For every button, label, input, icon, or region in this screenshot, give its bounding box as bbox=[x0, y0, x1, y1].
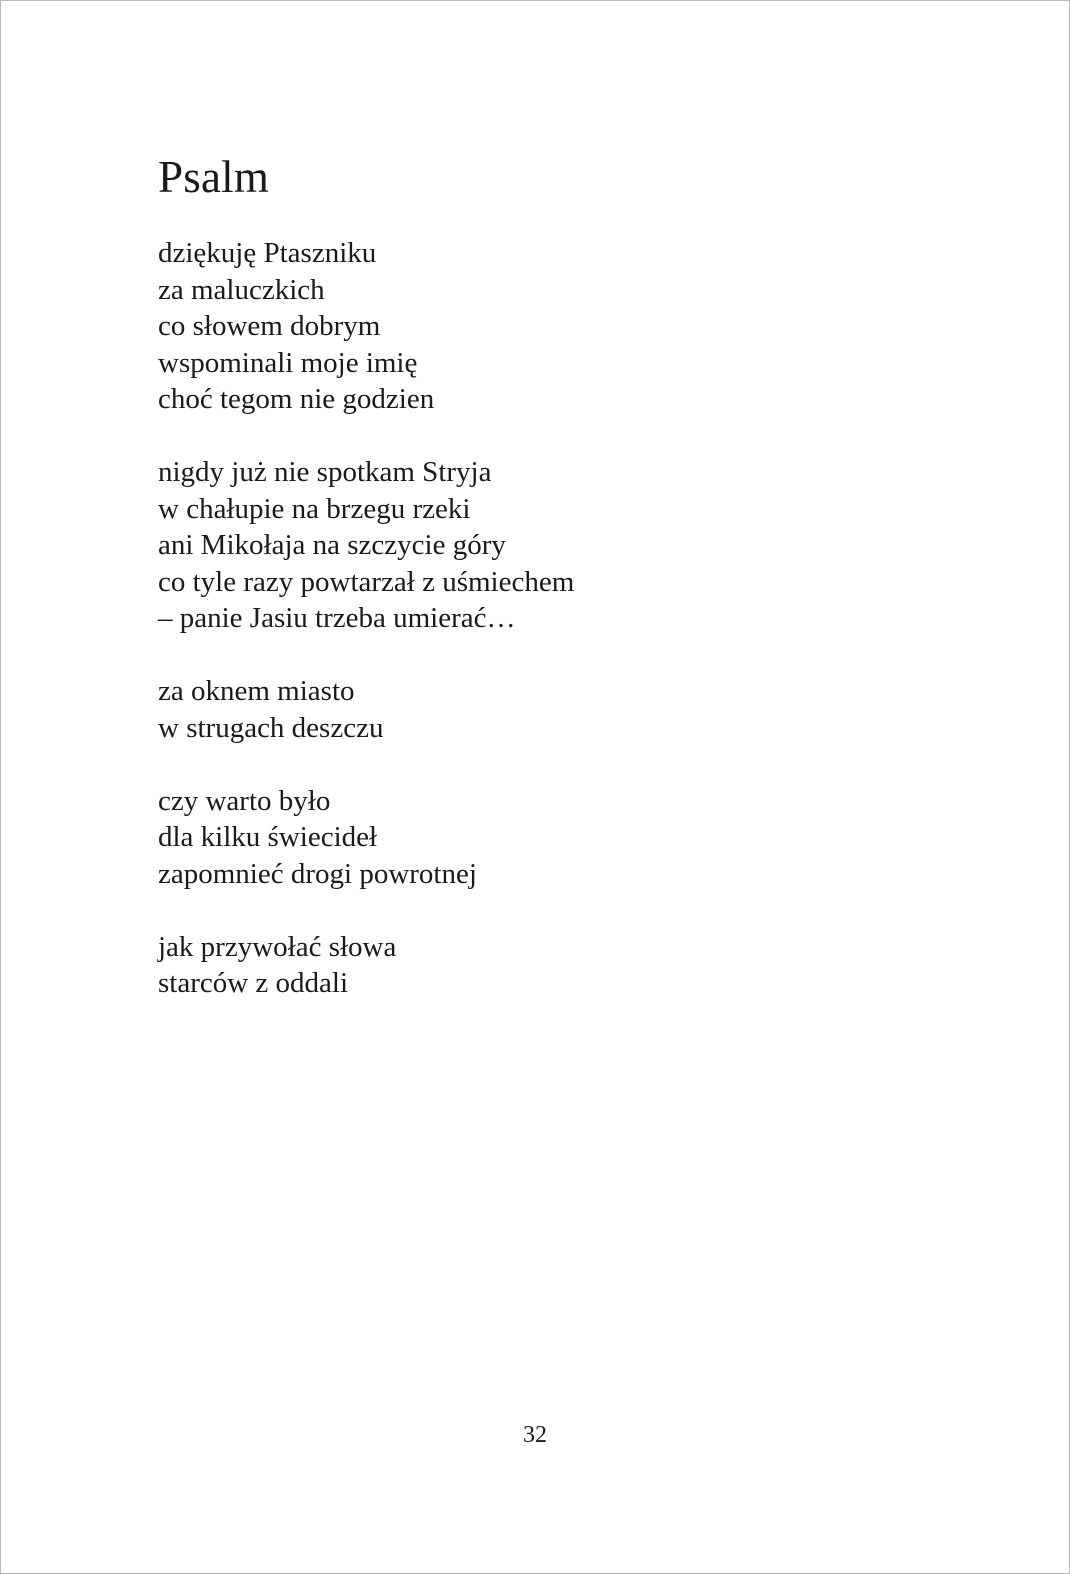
stanza-1 bbox=[158, 235, 858, 418]
poem-line: ani Mikołaja na szczycie góry bbox=[158, 529, 506, 561]
stanza-2 bbox=[158, 454, 858, 637]
stanza-3 bbox=[158, 673, 858, 746]
poem-line: starców z oddali bbox=[158, 967, 349, 999]
poem-line: czy warto było bbox=[158, 784, 331, 817]
stanza-5 bbox=[158, 929, 858, 1002]
poem-line: dla kilku świecideł bbox=[158, 821, 378, 853]
poem-line: – panie Jasiu trzeba umierać… bbox=[158, 602, 516, 634]
poem-line: dziękuję Ptaszniku bbox=[158, 237, 377, 269]
poem-title: Psalm bbox=[158, 152, 270, 202]
poem-line: w chałupie na brzegu rzeki bbox=[158, 492, 471, 525]
poem-line: zapomnieć drogi powrotnej bbox=[158, 857, 477, 890]
poem-line: co słowem dobrym bbox=[158, 310, 381, 342]
stanza-4 bbox=[158, 783, 858, 893]
poem-line: nigdy już nie spotkam Stryja bbox=[158, 456, 492, 488]
poem-line: wspominali moje imię bbox=[158, 346, 418, 379]
poem-line: za maluczkich bbox=[158, 273, 325, 306]
poem-line: w strugach deszczu bbox=[158, 711, 384, 744]
poem-line: co tyle razy powtarzał z uśmiechem bbox=[158, 565, 575, 598]
poem-line: choć tegom nie godzien bbox=[158, 383, 435, 415]
poem-line: jak przywołać słowa bbox=[158, 930, 397, 963]
poem-body bbox=[158, 235, 858, 1038]
page-number: 32 bbox=[523, 1422, 547, 1448]
poem-line: za oknem miasto bbox=[158, 675, 355, 707]
